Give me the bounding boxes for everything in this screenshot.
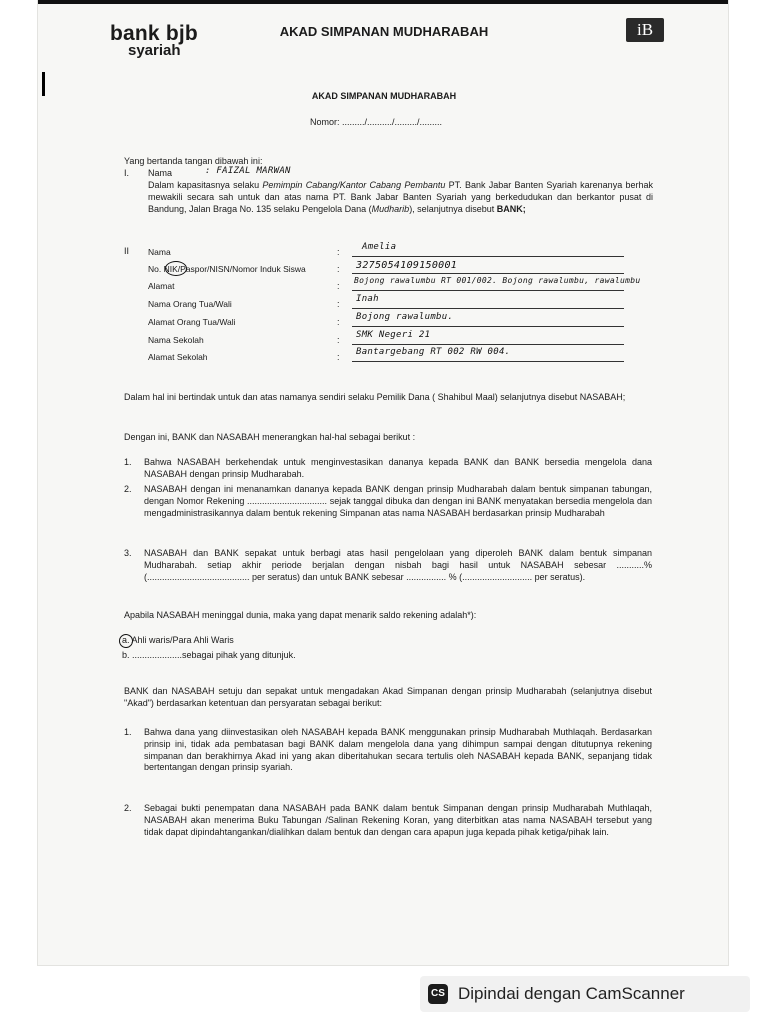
- field-label: Alamat: [148, 281, 175, 291]
- camscanner-icon: CS: [428, 984, 448, 1004]
- party1-description: Dalam kapasitasnya selaku Pemimpin Cabang/Kantor Cabang Pembantu PT. Bank Jabar Banten Syariah karenanya berhak mewakili secara sah untuk dan atas nama PT. Bank Jabar Banten Syariah yang berkedudukan dan berkantor pusat di Bandung, Jalan Braga No. 135 selaku Pengelola Dana (Mudharib), selanjutnya disebut BANK;: [148, 180, 653, 214]
- field-value: Bojong rawalumbu.: [356, 312, 454, 322]
- scan-edge: [38, 0, 728, 4]
- camscanner-label: Dipindai dengan CamScanner: [458, 984, 685, 1003]
- option-a: a. Ahli waris/Para Ahli Waris: [122, 635, 234, 645]
- field-value: Bojong rawalumbu RT 001/002. Bojong rawalumbu, rawalumbu: [354, 276, 641, 285]
- list-item-number: 2.: [124, 803, 132, 813]
- list-item: NASABAH dan BANK sepakat untuk berbagi atas hasil pengelolaan yang diperoleh BANK dalam bentuk simpanan Mudharabah. setiap akhir periode berjalan dengan nisbah bagi hasil untuk NASABAH sebesar ...........% (......................................... per seratus) dan untuk BANK sebesar ................ % (............................ per seratus).: [144, 548, 652, 582]
- logo-syariah: syariah: [128, 42, 181, 59]
- party1-number: I.: [124, 168, 130, 178]
- paragraph-bank-setuju: BANK dan NASABAH setuju dan sepakat untuk mengadakan Akad Simpanan dengan prinsip Mudharabah (selanjutnya disebut "Akad") berdasarkan ketentuan dan persyaratan sebagai berikut:: [124, 686, 652, 708]
- option-b: b. ....................sebagai pihak yang ditunjuk.: [122, 650, 296, 660]
- field-value: Amelia: [362, 242, 397, 252]
- paragraph-apabila: Apabila NASABAH meninggal dunia, maka yang dapat menarik saldo rekening adalah*):: [124, 610, 477, 620]
- list-item: Sebagai bukti penempatan dana NASABAH pada BANK dalam bentuk Simpanan dengan prinsip Mudharabah Muthlaqah, NASABAH akan menerima Buku Tabungan /Salinan Rekening Koran, yang diterbitkan atas nama NASABAH tersebut yang tidak dapat dipindahtangankan/dialihkan dalam bentuk dan dengan cara apapun juga kepada pihak ketiga/pihak lain.: [144, 803, 652, 837]
- party1-name-value: : FAIZAL MARWAN: [205, 166, 291, 176]
- paragraph-dalam: Dalam hal ini bertindak untuk dan atas namanya sendiri selaku Pemilik Dana ( Shahibul Maal) selanjutnya disebut NASABAH;: [124, 392, 626, 402]
- field-value: Inah: [356, 294, 379, 304]
- field-value: SMK Negeri 21: [356, 330, 431, 340]
- field-value: Bantargebang RT 002 RW 004.: [356, 347, 511, 357]
- list-item-number: 1.: [124, 457, 132, 467]
- ib-badge-icon: iB: [626, 18, 664, 42]
- paragraph-dengan: Dengan ini, BANK dan NASABAH menerangkan hal-hal sebagai berikut :: [124, 432, 416, 442]
- field-label: Alamat Sekolah: [148, 352, 208, 362]
- list-item: Bahwa NASABAH berkehendak untuk menginvestasikan dananya kepada BANK dan BANK bersedia mengelola dana NASABAH dengan prinsip Mudharabah.: [144, 457, 652, 479]
- party2-number: II: [124, 246, 130, 256]
- document-title: AKAD SIMPANAN MUDHARABAH: [311, 91, 457, 101]
- list-item-number: 3.: [124, 548, 132, 558]
- field-label: No. NIK/Paspor/NISN/Nomor Induk Siswa: [148, 264, 306, 274]
- list-item-number: 2.: [124, 484, 132, 494]
- party1-name-label: Nama: [148, 168, 173, 178]
- field-value: 3275054109150001: [356, 260, 458, 271]
- header-title: AKAD SIMPANAN MUDHARABAH: [279, 24, 489, 39]
- field-line: [352, 296, 624, 309]
- field-label: Nama Sekolah: [148, 335, 204, 345]
- field-label: Nama Orang Tua/Wali: [148, 299, 232, 309]
- list-item-number: 1.: [124, 727, 132, 737]
- document-number: Nomor: ........./........../........./.........: [310, 117, 443, 127]
- list-item: Bahwa dana yang diinvestasikan oleh NASABAH kepada BANK menggunakan prinsip Mudharabah Muthlaqah. Berdasarkan prinsip ini, tidak ada pembatasan bagi BANK dalam mengelola dana yang dihimpun sampai dengan ditutupnya rekening simpanan dan berakhirnya Akad ini yang akan diberitahukan secara tertulis oleh NASABAH kepada BANK, sepanjang tidak bertentangan dengan prinsip syariah.: [144, 727, 652, 773]
- field-label: Nama: [148, 247, 171, 257]
- field-label: Alamat Orang Tua/Wali: [148, 317, 236, 327]
- list-item: NASABAH dengan ini menanamkan dananya kepada BANK dengan prinsip Mudharabah dalam bentuk simpanan tabungan, dengan Nomor Rekening ................................ sejak tanggal dibuka dan dengan ini BANK menyatakan bersedia mengelola dan mengadministrasikannya dalam bentuk rekening Simpanan atas nama NASABAH berdasarkan prinsip Mudharabah: [144, 484, 652, 518]
- logo-bank: bank bjb: [110, 22, 198, 45]
- intro-text: Yang bertanda tangan dibawah ini:: [124, 156, 263, 166]
